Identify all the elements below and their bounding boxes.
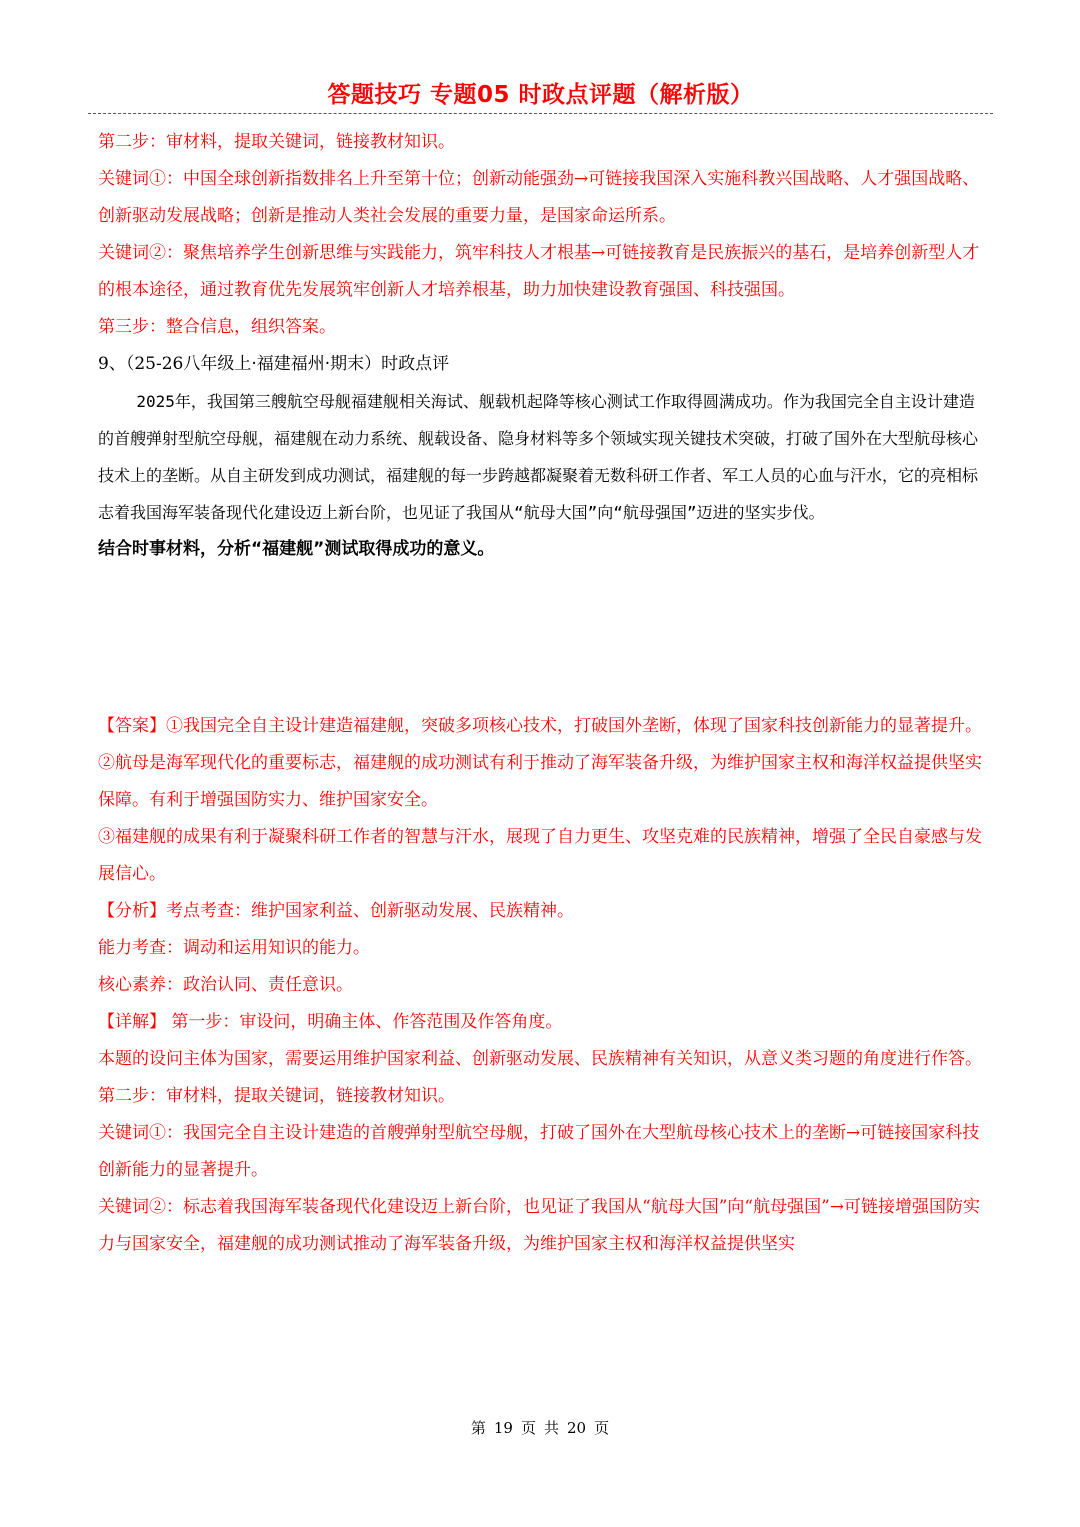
detail-step-two: 第二步：审材料，提取关键词，链接教材知识。 [98, 1086, 455, 1106]
step-three-line: 第三步：整合信息，组织答案。 [98, 317, 336, 337]
footer-current-page: 19 [493, 1419, 513, 1437]
footer-suffix: 页 [594, 1419, 610, 1437]
footer-total-word: 共 [544, 1419, 560, 1437]
question-material: 2025年，我国第三艘航空母舰福建舰相关海试、舰载机起降等核心测试工作取得圆满成功。作为我国完全自主设计建造的首艘弹射型航空母舰，福建舰在动力系统、舰载设备、隐身材料等多个领域实现关键技术突破，打破了国外在大型航母核心技术上的垄断。从自主研发到成功测试，福建舰的每一步跨越都凝聚着无数科研工作者、军工人员的心血与汗水，它的亮相标志着我国海军装备现代化建设迈上新台阶，也见证了我国从“航母大国”向“航母强国”迈进的坚实步伐。 [98, 392, 979, 522]
footer-prefix: 第 [470, 1419, 486, 1437]
literacy-line: 核心素养：政治认同、责任意识。 [98, 975, 353, 995]
answer-blank-space [98, 568, 984, 708]
detail-keyword-two: 关键词②：标志着我国海军装备现代化建设迈上新台阶，也见证了我国从“航母大国”向“航母强国”→可链接增强国防实力与国家安全，福建舰的成功测试推动了海军装备升级，为维护国家主权和海洋权益提供坚实 [98, 1197, 981, 1254]
question-heading: 9、（25-26八年级上·福建福州·期末）时政点评 [98, 354, 450, 374]
footer-total-pages: 20 [567, 1419, 587, 1437]
footer-page-word: 页 [520, 1419, 536, 1437]
page-footer [0, 1417, 1080, 1438]
header-divider [88, 113, 993, 114]
ability-line: 能力考查：调动和运用知识的能力。 [98, 938, 370, 958]
page-header [88, 78, 993, 112]
question-prompt: 结合时事材料，分析“福建舰”测试取得成功的意义。 [98, 539, 495, 559]
detail-step-one: 【详解】 第一步：审设问，明确主体、作答范围及作答角度。 [98, 1012, 563, 1032]
keyword-one-paragraph: 关键词①：中国全球创新指数排名上升至第十位；创新动能强劲→可链接我国深入实施科教兴国战略、人才强国战略、创新驱动发展战略；创新是推动人类社会发展的重要力量，是国家命运所系。 [98, 169, 980, 226]
answer-point-three: ③福建舰的成果有利于凝聚科研工作者的智慧与汗水，展现了自力更生、攻坚克难的民族精神，增强了全民自豪感与发展信心。 [98, 827, 982, 884]
analysis-line: 【分析】考点考查：维护国家利益、创新驱动发展、民族精神。 [98, 901, 574, 921]
detail-subject-paragraph: 本题的设问主体为国家，需要运用维护国家利益、创新驱动发展、民族精神有关知识，从意义类习题的角度进行作答。 [98, 1049, 982, 1069]
answer-point-one: 【答案】①我国完全自主设计建造福建舰，突破多项核心技术，打破国外垄断，体现了国家科技创新能力的显著提升。 [98, 716, 982, 736]
answer-point-two: ②航母是海军现代化的重要标志，福建舰的成功测试有利于推动了海军装备升级，为维护国家主权和海洋权益提供坚实保障。有利于增强国防实力、维护国家安全。 [98, 753, 982, 810]
keyword-two-paragraph: 关键词②：聚焦培养学生创新思维与实践能力，筑牢科技人才根基→可链接教育是民族振兴的基石，是培养创新型人才的根本途径，通过教育优先发展筑牢创新人才培养根基，助力加快建设教育强国、科技强国。 [98, 243, 980, 300]
page-content [98, 124, 984, 1263]
page-title: 答题技巧 专题05 时政点评题（解析版） [327, 82, 754, 108]
step-two-line: 第二步：审材料，提取关键词，链接教材知识。 [98, 132, 455, 152]
detail-keyword-one: 关键词①：我国完全自主设计建造的首艘弹射型航空母舰，打破了国外在大型航母核心技术上的垄断→可链接国家科技创新能力的显著提升。 [98, 1123, 980, 1180]
